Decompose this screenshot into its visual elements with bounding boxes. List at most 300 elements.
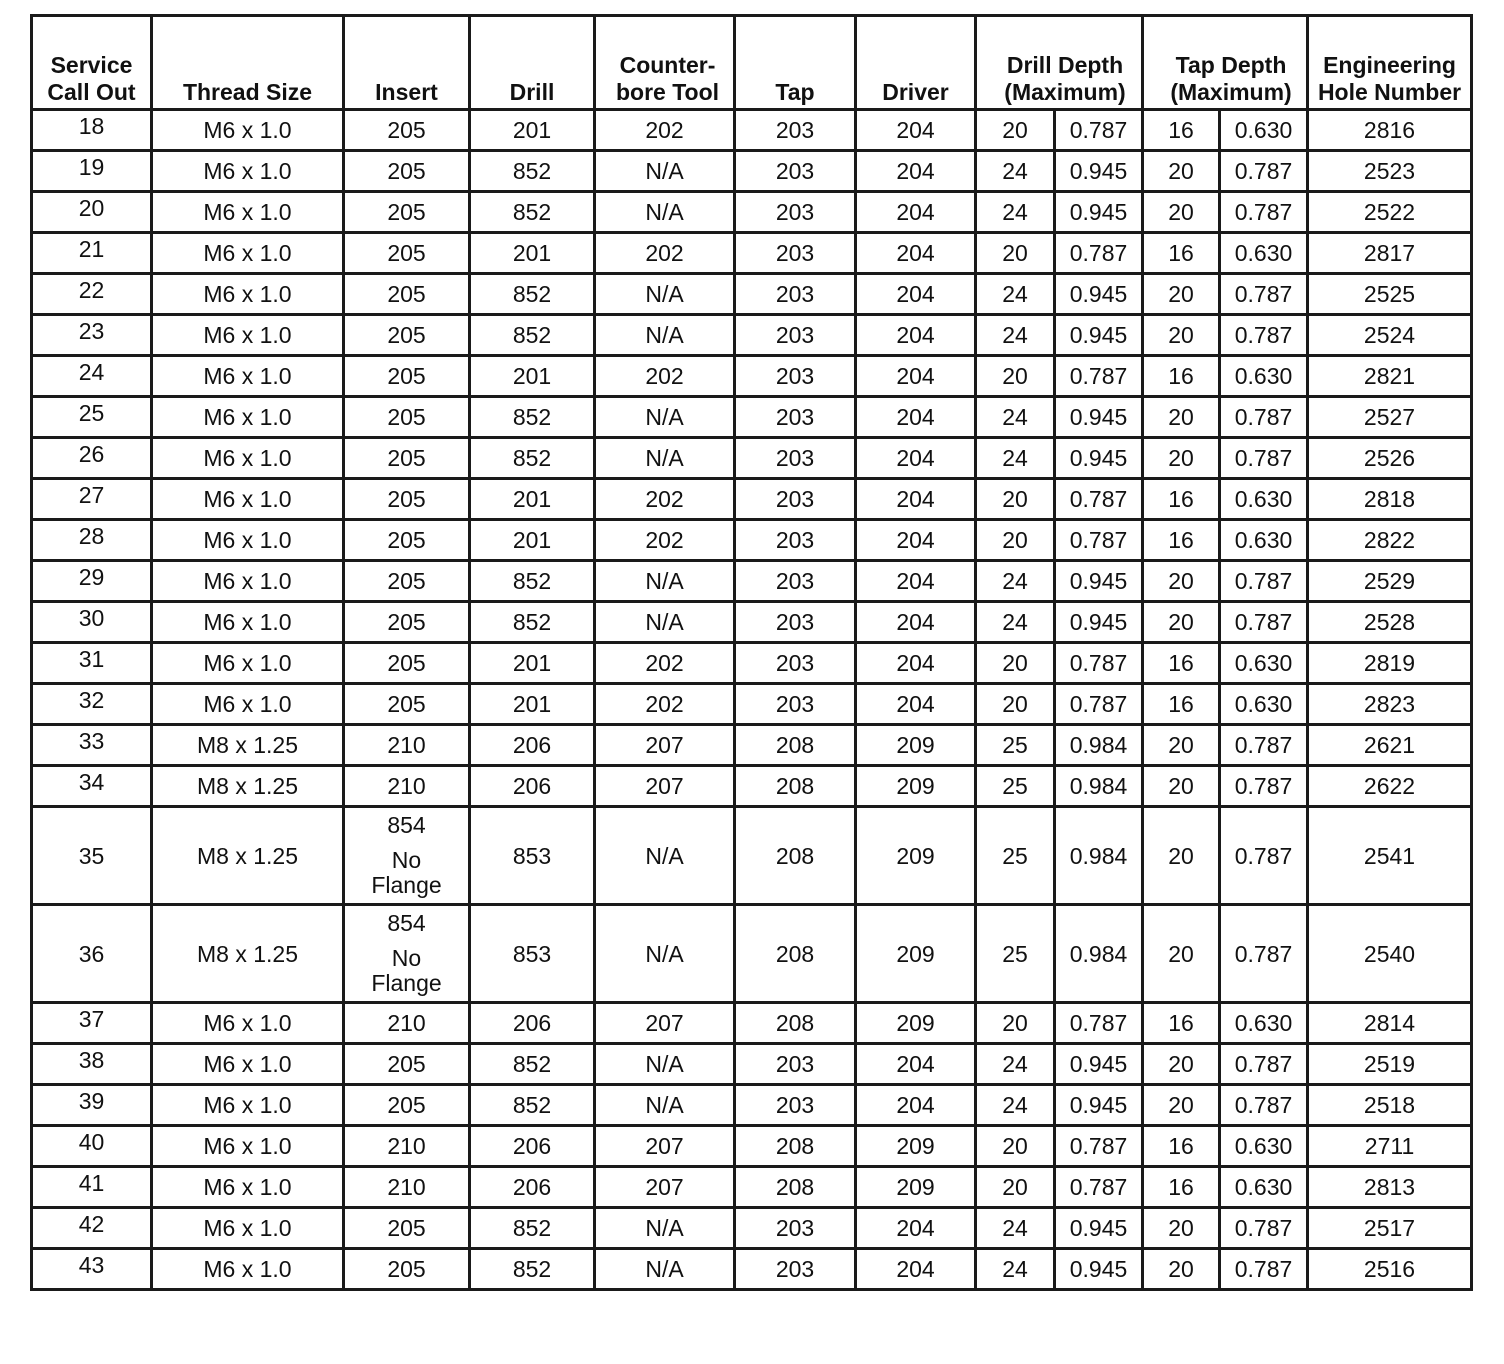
cell-engineering-hole-number: 2523 [1308, 151, 1472, 192]
cell-counterbore-tool: N/A [595, 192, 735, 233]
cell-drill-depth-mm: 24 [976, 1249, 1055, 1290]
cell-drill-depth-mm: 24 [976, 1085, 1055, 1126]
cell-tap-depth-in: 0.630 [1220, 1003, 1308, 1044]
cell-tap-depth-in: 0.630 [1220, 520, 1308, 561]
cell-tap-depth-mm: 20 [1143, 807, 1220, 905]
cell-driver: 209 [856, 1003, 976, 1044]
cell-driver: 204 [856, 233, 976, 274]
cell-tap-depth-in: 0.630 [1220, 479, 1308, 520]
cell-service-call-out: 24 [32, 356, 152, 397]
cell-drill-depth-in: 0.984 [1055, 725, 1143, 766]
cell-tap: 203 [735, 233, 856, 274]
cell-engineering-hole-number: 2529 [1308, 561, 1472, 602]
cell-drill-depth-mm: 20 [976, 233, 1055, 274]
cell-tap-depth-in: 0.787 [1220, 1085, 1308, 1126]
cell-driver: 204 [856, 561, 976, 602]
cell-drill-depth-in: 0.945 [1055, 397, 1143, 438]
insert-number: 854 [387, 812, 426, 838]
table-row [32, 151, 1472, 192]
cell-engineering-hole-number: 2814 [1308, 1003, 1472, 1044]
cell-tap: 203 [735, 1085, 856, 1126]
cell-thread-size: M6 x 1.0 [152, 1167, 344, 1208]
cell-drill-depth-mm: 20 [976, 479, 1055, 520]
cell-counterbore-tool: 202 [595, 110, 735, 151]
cell-drill: 206 [470, 766, 595, 807]
table-row [32, 233, 1472, 274]
cell-thread-size: M6 x 1.0 [152, 479, 344, 520]
table-row [32, 602, 1472, 643]
cell-drill-depth-in: 0.945 [1055, 1249, 1143, 1290]
cell-insert: 210 [344, 766, 470, 807]
cell-tap: 203 [735, 561, 856, 602]
cell-counterbore-tool: 207 [595, 1003, 735, 1044]
cell-insert: 205 [344, 479, 470, 520]
cell-insert: 205 [344, 315, 470, 356]
cell-driver: 204 [856, 192, 976, 233]
cell-tap-depth-in: 0.787 [1220, 766, 1308, 807]
cell-engineering-hole-number: 2519 [1308, 1044, 1472, 1085]
cell-service-call-out: 20 [32, 192, 152, 233]
cell-insert: 210 [344, 1167, 470, 1208]
cell-insert: 210 [344, 1126, 470, 1167]
cell-insert: 205 [344, 1249, 470, 1290]
table-row [32, 520, 1472, 561]
hole-spec-table [30, 14, 1473, 1291]
cell-tap-depth-in: 0.787 [1220, 438, 1308, 479]
cell-counterbore-tool: 207 [595, 1167, 735, 1208]
cell-drill-depth-in: 0.984 [1055, 905, 1143, 1003]
cell-counterbore-tool: N/A [595, 151, 735, 192]
cell-service-call-out: 43 [32, 1249, 152, 1290]
cell-driver: 209 [856, 905, 976, 1003]
cell-drill-depth-in: 0.787 [1055, 643, 1143, 684]
cell-insert: 205 [344, 233, 470, 274]
cell-thread-size: M6 x 1.0 [152, 315, 344, 356]
cell-tap: 203 [735, 479, 856, 520]
table-row [32, 274, 1472, 315]
cell-tap-depth-in: 0.787 [1220, 1249, 1308, 1290]
insert-note: No [391, 847, 422, 873]
cell-counterbore-tool: 207 [595, 725, 735, 766]
cell-driver: 209 [856, 807, 976, 905]
cell-thread-size: M8 x 1.25 [152, 766, 344, 807]
cell-driver: 204 [856, 110, 976, 151]
cell-tap: 208 [735, 1003, 856, 1044]
cell-service-call-out: 25 [32, 397, 152, 438]
cell-drill-depth-in: 0.984 [1055, 807, 1143, 905]
cell-drill-depth-in: 0.787 [1055, 110, 1143, 151]
cell-engineering-hole-number: 2821 [1308, 356, 1472, 397]
cell-counterbore-tool: 202 [595, 684, 735, 725]
cell-tap-depth-in: 0.787 [1220, 561, 1308, 602]
cell-service-call-out: 22 [32, 274, 152, 315]
cell-tap-depth-mm: 16 [1143, 356, 1220, 397]
cell-drill: 201 [470, 479, 595, 520]
header-drill: Drill [470, 16, 595, 110]
cell-service-call-out: 19 [32, 151, 152, 192]
cell-tap-depth-in: 0.630 [1220, 1126, 1308, 1167]
cell-insert: 205 [344, 356, 470, 397]
header-service-call-out: Service Call Out [32, 16, 152, 110]
cell-tap: 208 [735, 905, 856, 1003]
cell-service-call-out: 33 [32, 725, 152, 766]
cell-thread-size: M6 x 1.0 [152, 520, 344, 561]
cell-driver: 204 [856, 274, 976, 315]
cell-drill-depth-mm: 24 [976, 397, 1055, 438]
cell-insert: 205 [344, 438, 470, 479]
cell-drill-depth-in: 0.945 [1055, 192, 1143, 233]
cell-driver: 204 [856, 1085, 976, 1126]
cell-tap-depth-mm: 16 [1143, 110, 1220, 151]
cell-driver: 204 [856, 1044, 976, 1085]
table-row [32, 1003, 1472, 1044]
header-thread-size: Thread Size [152, 16, 344, 110]
cell-counterbore-tool: N/A [595, 1044, 735, 1085]
cell-tap-depth-in: 0.630 [1220, 233, 1308, 274]
cell-tap: 203 [735, 192, 856, 233]
cell-counterbore-tool: N/A [595, 561, 735, 602]
cell-drill: 201 [470, 110, 595, 151]
cell-driver: 204 [856, 1249, 976, 1290]
cell-service-call-out: 29 [32, 561, 152, 602]
cell-engineering-hole-number: 2711 [1308, 1126, 1472, 1167]
cell-insert: 210 [344, 1003, 470, 1044]
cell-tap-depth-mm: 20 [1143, 315, 1220, 356]
cell-tap-depth-in: 0.787 [1220, 602, 1308, 643]
cell-service-call-out: 34 [32, 766, 152, 807]
cell-drill: 852 [470, 397, 595, 438]
cell-drill-depth-in: 0.945 [1055, 438, 1143, 479]
cell-drill-depth-mm: 25 [976, 807, 1055, 905]
cell-tap: 203 [735, 643, 856, 684]
cell-drill-depth-mm: 20 [976, 643, 1055, 684]
cell-drill-depth-mm: 24 [976, 602, 1055, 643]
cell-drill-depth-in: 0.787 [1055, 479, 1143, 520]
cell-insert: 205 [344, 274, 470, 315]
cell-tap-depth-mm: 20 [1143, 905, 1220, 1003]
cell-tap-depth-mm: 16 [1143, 643, 1220, 684]
cell-engineering-hole-number: 2525 [1308, 274, 1472, 315]
table-row [32, 725, 1472, 766]
header-tap-depth: Tap Depth (Maximum) [1143, 16, 1308, 110]
cell-counterbore-tool: N/A [595, 602, 735, 643]
cell-thread-size: M6 x 1.0 [152, 274, 344, 315]
cell-tap-depth-in: 0.787 [1220, 905, 1308, 1003]
cell-engineering-hole-number: 2522 [1308, 192, 1472, 233]
cell-insert: 205 [344, 602, 470, 643]
cell-engineering-hole-number: 2816 [1308, 110, 1472, 151]
cell-tap-depth-mm: 20 [1143, 438, 1220, 479]
cell-driver: 204 [856, 1208, 976, 1249]
cell-engineering-hole-number: 2819 [1308, 643, 1472, 684]
cell-tap: 203 [735, 315, 856, 356]
cell-service-call-out: 32 [32, 684, 152, 725]
cell-service-call-out: 37 [32, 1003, 152, 1044]
cell-service-call-out: 36 [32, 905, 152, 1003]
cell-thread-size: M6 x 1.0 [152, 110, 344, 151]
cell-tap: 203 [735, 397, 856, 438]
cell-service-call-out: 31 [32, 643, 152, 684]
cell-tap-depth-in: 0.787 [1220, 192, 1308, 233]
cell-insert: 205 [344, 110, 470, 151]
cell-drill-depth-in: 0.945 [1055, 561, 1143, 602]
cell-tap-depth-mm: 16 [1143, 1167, 1220, 1208]
cell-tap-depth-mm: 20 [1143, 561, 1220, 602]
cell-service-call-out: 18 [32, 110, 152, 151]
cell-drill: 852 [470, 1208, 595, 1249]
table-row [32, 479, 1472, 520]
header-drill-depth: Drill Depth (Maximum) [976, 16, 1143, 110]
cell-drill-depth-mm: 24 [976, 315, 1055, 356]
cell-thread-size: M6 x 1.0 [152, 1003, 344, 1044]
cell-driver: 204 [856, 438, 976, 479]
cell-drill-depth-mm: 24 [976, 151, 1055, 192]
cell-thread-size: M8 x 1.25 [152, 905, 344, 1003]
cell-drill: 852 [470, 274, 595, 315]
cell-tap-depth-mm: 20 [1143, 1085, 1220, 1126]
cell-insert: 205 [344, 1208, 470, 1249]
cell-tap: 208 [735, 766, 856, 807]
cell-drill-depth-mm: 20 [976, 1126, 1055, 1167]
cell-tap: 208 [735, 1167, 856, 1208]
cell-tap-depth-mm: 20 [1143, 192, 1220, 233]
cell-drill: 853 [470, 905, 595, 1003]
cell-engineering-hole-number: 2528 [1308, 602, 1472, 643]
cell-drill-depth-in: 0.787 [1055, 1167, 1143, 1208]
cell-tap-depth-mm: 20 [1143, 1044, 1220, 1085]
cell-counterbore-tool: 202 [595, 520, 735, 561]
table-row [32, 561, 1472, 602]
cell-counterbore-tool: 202 [595, 643, 735, 684]
cell-tap: 203 [735, 274, 856, 315]
table-container [30, 14, 1473, 1291]
cell-tap-depth-mm: 16 [1143, 520, 1220, 561]
cell-tap-depth-in: 0.630 [1220, 356, 1308, 397]
cell-drill: 852 [470, 192, 595, 233]
cell-tap: 208 [735, 725, 856, 766]
cell-thread-size: M6 x 1.0 [152, 602, 344, 643]
cell-tap: 203 [735, 602, 856, 643]
cell-drill-depth-in: 0.787 [1055, 356, 1143, 397]
cell-insert [344, 905, 470, 1003]
cell-drill-depth-in: 0.945 [1055, 315, 1143, 356]
cell-thread-size: M6 x 1.0 [152, 438, 344, 479]
cell-tap-depth-in: 0.787 [1220, 274, 1308, 315]
cell-tap: 203 [735, 110, 856, 151]
cell-counterbore-tool: 207 [595, 766, 735, 807]
cell-drill: 201 [470, 520, 595, 561]
table-row [32, 1167, 1472, 1208]
cell-tap: 203 [735, 1208, 856, 1249]
cell-drill: 852 [470, 1085, 595, 1126]
cell-drill-depth-mm: 25 [976, 766, 1055, 807]
table-row [32, 1085, 1472, 1126]
cell-thread-size: M6 x 1.0 [152, 1044, 344, 1085]
cell-driver: 204 [856, 520, 976, 561]
cell-tap-depth-mm: 20 [1143, 397, 1220, 438]
table-row [32, 397, 1472, 438]
cell-drill-depth-in: 0.787 [1055, 1003, 1143, 1044]
cell-counterbore-tool: N/A [595, 438, 735, 479]
cell-insert: 205 [344, 397, 470, 438]
cell-counterbore-tool: N/A [595, 274, 735, 315]
cell-drill: 201 [470, 233, 595, 274]
cell-driver: 204 [856, 151, 976, 192]
cell-engineering-hole-number: 2518 [1308, 1085, 1472, 1126]
table-row [32, 1208, 1472, 1249]
cell-tap-depth-in: 0.787 [1220, 725, 1308, 766]
cell-drill: 206 [470, 725, 595, 766]
header-insert: Insert [344, 16, 470, 110]
cell-drill-depth-in: 0.984 [1055, 766, 1143, 807]
cell-counterbore-tool: N/A [595, 397, 735, 438]
cell-tap-depth-in: 0.630 [1220, 643, 1308, 684]
cell-engineering-hole-number: 2622 [1308, 766, 1472, 807]
cell-driver: 209 [856, 725, 976, 766]
cell-insert: 210 [344, 725, 470, 766]
insert-number: 854 [387, 910, 426, 936]
cell-service-call-out: 39 [32, 1085, 152, 1126]
cell-service-call-out: 42 [32, 1208, 152, 1249]
cell-drill-depth-in: 0.945 [1055, 151, 1143, 192]
cell-service-call-out: 30 [32, 602, 152, 643]
cell-drill-depth-in: 0.945 [1055, 1044, 1143, 1085]
cell-drill: 852 [470, 151, 595, 192]
table-row [32, 766, 1472, 807]
cell-engineering-hole-number: 2524 [1308, 315, 1472, 356]
cell-engineering-hole-number: 2818 [1308, 479, 1472, 520]
cell-drill-depth-mm: 24 [976, 561, 1055, 602]
cell-engineering-hole-number: 2540 [1308, 905, 1472, 1003]
cell-drill: 852 [470, 1249, 595, 1290]
cell-drill-depth-in: 0.787 [1055, 684, 1143, 725]
cell-tap: 203 [735, 1249, 856, 1290]
cell-tap-depth-mm: 16 [1143, 233, 1220, 274]
table-row [32, 110, 1472, 151]
cell-tap-depth-in: 0.787 [1220, 151, 1308, 192]
cell-engineering-hole-number: 2527 [1308, 397, 1472, 438]
table-row [32, 192, 1472, 233]
cell-counterbore-tool: 202 [595, 356, 735, 397]
cell-insert: 205 [344, 1044, 470, 1085]
cell-tap: 203 [735, 438, 856, 479]
cell-drill-depth-mm: 24 [976, 274, 1055, 315]
cell-tap-depth-mm: 16 [1143, 479, 1220, 520]
cell-drill-depth-mm: 24 [976, 192, 1055, 233]
cell-service-call-out: 35 [32, 807, 152, 905]
cell-drill-depth-mm: 20 [976, 356, 1055, 397]
header-driver: Driver [856, 16, 976, 110]
cell-service-call-out: 41 [32, 1167, 152, 1208]
cell-tap-depth-mm: 20 [1143, 766, 1220, 807]
cell-insert: 205 [344, 151, 470, 192]
cell-drill: 852 [470, 561, 595, 602]
cell-thread-size: M6 x 1.0 [152, 684, 344, 725]
cell-driver: 209 [856, 1126, 976, 1167]
cell-drill: 853 [470, 807, 595, 905]
cell-tap-depth-in: 0.630 [1220, 684, 1308, 725]
cell-driver: 204 [856, 315, 976, 356]
cell-drill: 852 [470, 602, 595, 643]
cell-drill-depth-in: 0.787 [1055, 520, 1143, 561]
cell-thread-size: M6 x 1.0 [152, 192, 344, 233]
cell-service-call-out: 40 [32, 1126, 152, 1167]
cell-drill-depth-in: 0.787 [1055, 1126, 1143, 1167]
cell-drill: 201 [470, 356, 595, 397]
cell-driver: 204 [856, 643, 976, 684]
cell-insert [344, 807, 470, 905]
cell-engineering-hole-number: 2822 [1308, 520, 1472, 561]
table-row [32, 905, 1472, 1003]
cell-service-call-out: 27 [32, 479, 152, 520]
cell-counterbore-tool: N/A [595, 315, 735, 356]
table-row [32, 315, 1472, 356]
cell-driver: 209 [856, 766, 976, 807]
cell-counterbore-tool: N/A [595, 1208, 735, 1249]
cell-thread-size: M6 x 1.0 [152, 1208, 344, 1249]
cell-counterbore-tool: 202 [595, 233, 735, 274]
cell-service-call-out: 28 [32, 520, 152, 561]
cell-tap-depth-mm: 20 [1143, 151, 1220, 192]
cell-drill-depth-mm: 20 [976, 684, 1055, 725]
cell-drill-depth-mm: 25 [976, 725, 1055, 766]
cell-tap-depth-mm: 16 [1143, 1126, 1220, 1167]
cell-tap: 208 [735, 1126, 856, 1167]
cell-tap-depth-in: 0.630 [1220, 110, 1308, 151]
cell-drill: 852 [470, 1044, 595, 1085]
cell-tap-depth-in: 0.787 [1220, 315, 1308, 356]
cell-drill-depth-mm: 20 [976, 1167, 1055, 1208]
cell-drill-depth-mm: 20 [976, 1003, 1055, 1044]
cell-drill-depth-in: 0.945 [1055, 602, 1143, 643]
table-row [32, 1249, 1472, 1290]
cell-tap-depth-mm: 20 [1143, 602, 1220, 643]
cell-engineering-hole-number: 2621 [1308, 725, 1472, 766]
cell-drill-depth-mm: 20 [976, 520, 1055, 561]
cell-insert: 205 [344, 192, 470, 233]
cell-driver: 209 [856, 1167, 976, 1208]
cell-tap-depth-in: 0.787 [1220, 1208, 1308, 1249]
cell-insert: 205 [344, 520, 470, 561]
cell-driver: 204 [856, 479, 976, 520]
table-row [32, 807, 1472, 905]
cell-engineering-hole-number: 2526 [1308, 438, 1472, 479]
cell-thread-size: M8 x 1.25 [152, 807, 344, 905]
cell-thread-size: M6 x 1.0 [152, 397, 344, 438]
table-row [32, 684, 1472, 725]
cell-drill: 206 [470, 1167, 595, 1208]
table-row [32, 438, 1472, 479]
cell-thread-size: M6 x 1.0 [152, 1126, 344, 1167]
table-row [32, 356, 1472, 397]
cell-counterbore-tool: 207 [595, 1126, 735, 1167]
cell-tap: 203 [735, 356, 856, 397]
table-body [32, 110, 1472, 1290]
cell-drill: 206 [470, 1126, 595, 1167]
cell-tap-depth-in: 0.787 [1220, 807, 1308, 905]
cell-drill: 201 [470, 643, 595, 684]
cell-driver: 204 [856, 397, 976, 438]
cell-tap-depth-mm: 16 [1143, 1003, 1220, 1044]
cell-tap-depth-in: 0.787 [1220, 1044, 1308, 1085]
cell-engineering-hole-number: 2817 [1308, 233, 1472, 274]
cell-counterbore-tool: 202 [595, 479, 735, 520]
cell-drill-depth-mm: 24 [976, 1208, 1055, 1249]
cell-service-call-out: 21 [32, 233, 152, 274]
table-row [32, 1044, 1472, 1085]
cell-counterbore-tool: N/A [595, 807, 735, 905]
cell-tap-depth-mm: 20 [1143, 1249, 1220, 1290]
